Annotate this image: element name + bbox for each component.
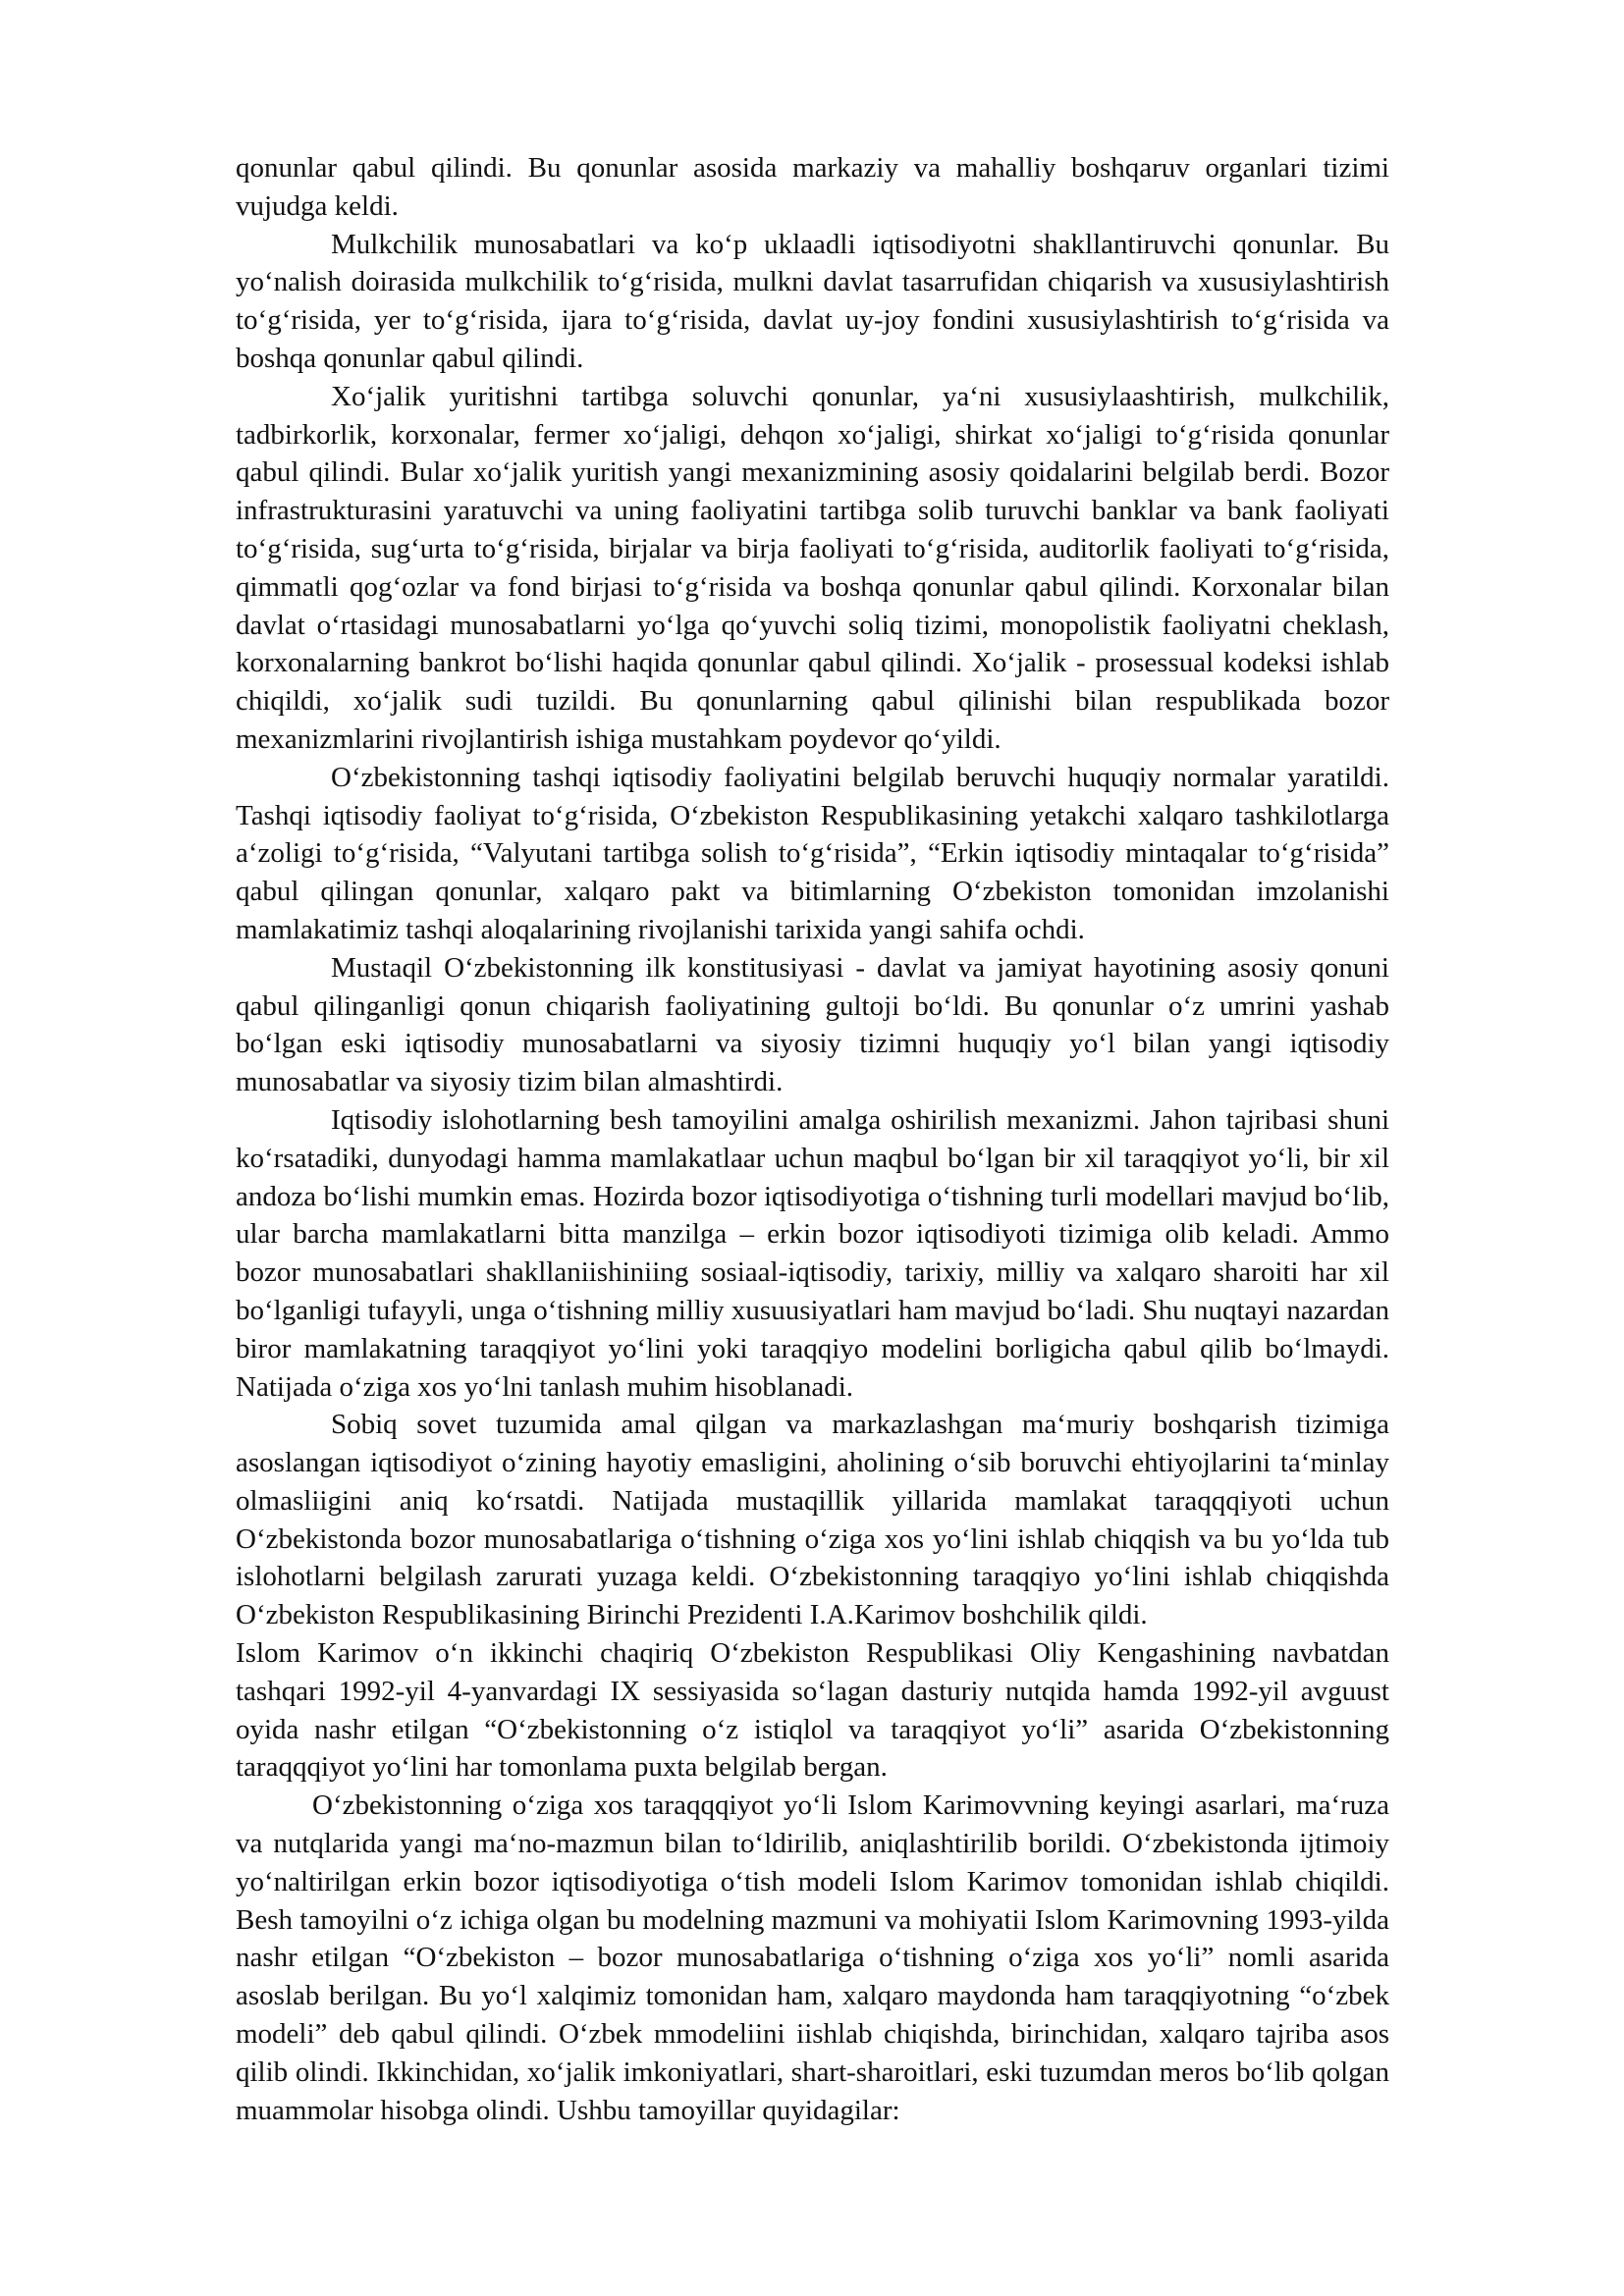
paragraph: Iqtisodiy islohotlarning besh tamoyilini amalga oshirilish mexanizmi. Jahon tajribasi shuni ko‘rsatadiki, dunyodagi hamma mamlakatlaar uchun maqbul bo‘lgan bir xil taraqqiyot yo‘li, bir xil andoza bo‘lishi mumkin emas. Hozirda bozor iqtisodiyotiga o‘tishning turli modellari mavjud bo‘lib, ular barcha mamlakatlarni bitta manzilga – erkin bozor iqtisodiyoti tizimiga olib keladi. Ammo bozor munosabatlari shakllaniishiniing sosiaal-iqtisodiy, tarixiy, milliy va xalqaro sharoiti har xil bo‘lganligi tufayyli, unga o‘tishning milliy xusuusiyatlari ham mavjud bo‘ladi. Shu nuqtayi nazardan biror mamlakatning taraqqiyot yo‘lini yoki taraqqiyo modelini borligicha qabul qilib bo‘lmaydi. Natijada o‘ziga xos yo‘lni tanlash muhim hisoblanadi. (236, 1103, 1389, 1403)
paragraph: Mustaqil O‘zbekistonning ilk konstitusiyasi - davlat va jamiyat hayotining asosiy qonuni qabul qilinganligi qonun chiqarish faoliyatining gultoji bo‘ldi. Bu qonunlar o‘z umrini yashab bo‘lgan eski iqtisodiy munosabatlarni va siyosiy tizimni huquqiy yo‘l bilan yangi iqtisodiy munosabatlar va siyosiy tizim bilan almashtirdi. (236, 951, 1389, 1098)
paragraph: qonunlar qabul qilindi. Bu qonunlar asosida markaziy va mahalliy boshqaruv organlari tizimi vujudga keldi. (236, 152, 1389, 222)
document-page (236, 149, 1389, 2129)
paragraph: O‘zbekistonning tashqi iqtisodiy faoliyatini belgilab beruvchi huquqiy normalar yaratildi. Tashqi iqtisodiy faoliyat to‘g‘risida, O‘zbekiston Respublikasining yetakchi xalqaro tashkilotlarga a‘zoligi to‘g‘risida, “Valyutani tartibga solish to‘g‘risida”, “Erkin iqtisodiy mintaqalar to‘g‘risida” qabul qilingan qonunlar, xalqaro pakt va bitimlarning O‘zbekiston tomonidan imzolanishi mamlakatimiz tashqi aloqalarining rivojlanishi tarixida yangi sahifa ochdi. (236, 761, 1389, 945)
paragraph: Sobiq sovet tuzumida amal qilgan va markazlashgan ma‘muriy boshqarish tizimiga asoslangan iqtisodiyot o‘zining hayotiy emasligini, aholining o‘sib boruvchi ehtiyojlarini ta‘minlay olmasliigini aniq ko‘rsatdi. Natijada mustaqillik yillarida mamlakat taraqqqiyoti uchun O‘zbekistonda bozor munosabatlariga o‘tishning o‘ziga xos yo‘lini ishlab chiqqish va bu yo‘lda tub islohotlarni belgilash zarurati yuzaga keldi. O‘zbekistonning taraqqiyo yo‘lini ishlab chiqqishda O‘zbekiston Respublikasining Birinchi Prezidenti I.A.Karimov boshchilik qildi. (236, 1409, 1389, 1631)
paragraph: Xo‘jalik yuritishni tartibga soluvchi qonunlar, ya‘ni xususiylaashtirish, mulkchilik, tadbirkorlik, korxonalar, fermer xo‘jaligi, dehqon xo‘jaligi, shirkat xo‘jaligi to‘g‘risida qonunlar qabul qilindi. Bular xo‘jalik yuritish yangi mexanizmining asosiy qoidalarini belgilab berdi. Bozor infrastrukturasini yaratuvchi va uning faoliyatini tartibga solib turuvchi banklar va bank faoliyati to‘g‘risida, sug‘urta to‘g‘risida, birjalar va birja faoliyati to‘g‘risida, auditorlik faoliyati to‘g‘risida, qimmatli qog‘ozlar va fond birjasi to‘g‘risida va boshqa qonunlar qabul qilindi. Korxonalar bilan davlat o‘rtasidagi munosabatlarni yo‘lga qo‘yuvchi soliq tizimi, monopolistik faoliyatni cheklash, korxonalarning bankrot bo‘lishi haqida qonunlar qabul qilindi. Xo‘jalik - prosessual kodeksi ishlab chiqildi, xo‘jalik sudi tuzildi. Bu qonunlarning qabul qilinishi bilan respublikada bozor mexanizmlarini rivojlantirish ishiga mustahkam poydevor qo‘yildi. (236, 380, 1389, 755)
paragraph: O‘zbekistonning o‘ziga xos taraqqqiyot yo‘li Islom Karimovvning keyingi asarlari, ma‘ruza va nutqlarida yangi ma‘no-mazmun bilan to‘ldirilib, aniqlashtirilib borildi. O‘zbekistonda ijtimoiy yo‘naltirilgan erkin bozor iqtisodiyotiga o‘tish modeli Islom Karimov tomonidan ishlab chiqildi. Besh tamoyilni o‘z ichiga olgan bu modelning mazmuni va mohiyatii Islom Karimovning 1993-yilda nashr etilgan “O‘zbekiston – bozor munosabatlariga o‘tishning o‘ziga xos yo‘li” nomli asarida asoslab berilgan. Bu yo‘l xalqimiz tomonidan ham, xalqaro maydonda ham taraqqiyotning “o‘zbek modeli” deb qabul qilindi. O‘zbek mmodeliini iishlab chiqishda, birinchidan, xalqaro tajriba asos qilib olindi. Ikkinchidan, xo‘jalik imkoniyatlari, shart-sharoitlari, eski tuzumdan meros bo‘lib qolgan muammolar hisobga olindi. Ushbu tamoyillar quyidagilar: (236, 1789, 1389, 2126)
paragraph: Islom Karimov o‘n ikkinchi chaqiriq O‘zbekiston Respublikasi Oliy Kengashining navbatdan tashqari 1992-yil 4-yanvardagi IX sessiyasida so‘lagan dasturiy nutqida hamda 1992-yil avguust oyida nashr etilgan “O‘zbekistonning o‘z istiqlol va taraqqiyot yo‘li” asarida O‘zbekistonning taraqqqiyot yo‘lini har tomonlama puxta belgilab bergan. (236, 1637, 1389, 1784)
paragraph: Mulkchilik munosabatlari va ko‘p uklaadli iqtisodiyotni shakllantiruvchi qonunlar. Bu yo‘nalish doirasida mulkchilik to‘g‘risida, mulkni davlat tasarrufidan chiqarish va xususiylashtirish to‘g‘risida, yer to‘g‘risida, ijara to‘g‘risida, davlat uy-joy fondini xususiylashtirish to‘g‘risida va boshqa qonunlar qabul qilindi. (236, 228, 1389, 374)
